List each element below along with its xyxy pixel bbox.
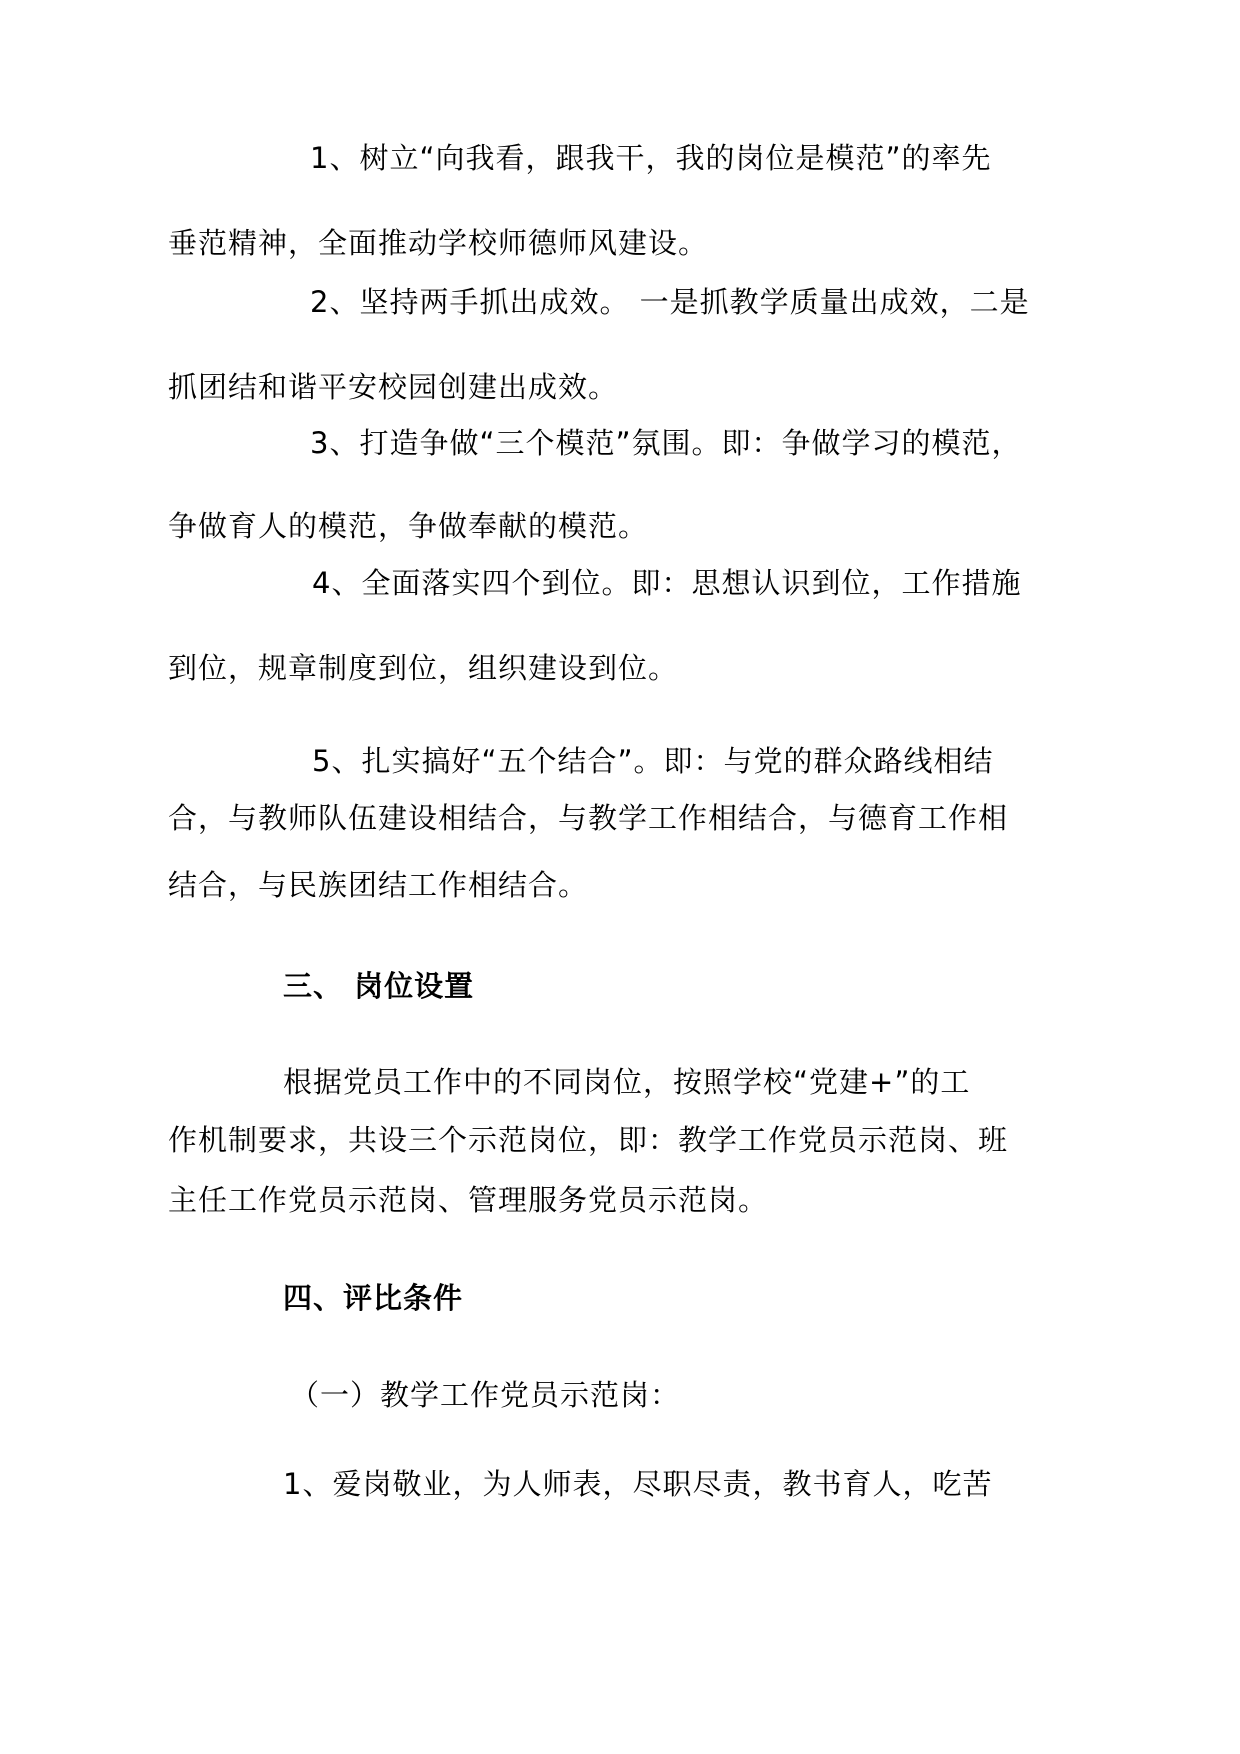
subsection-1-heading: （一）教学工作党员示范岗： — [290, 1378, 681, 1412]
paragraph-7-line-1: 1、爱岗敬业，为人师表，尽职尽责，教书育人，吃苦 — [283, 1467, 993, 1501]
paragraph-1-line-1: 1、树立“向我看，跟我干，我的岗位是模范”的率先 — [310, 141, 992, 175]
paragraph-2-line-2: 抓团结和谐平安校园创建出成效。 — [168, 370, 619, 404]
paragraph-6-line-1: 根据党员工作中的不同岗位，按照学校“党建+”的工 — [283, 1065, 971, 1099]
paragraph-6-line-3: 主任工作党员示范岗、管理服务党员示范岗。 — [168, 1183, 769, 1217]
paragraph-5-line-1: 5、扎实搞好“五个结合”。即：与党的群众路线相结 — [312, 744, 994, 778]
section-4-heading: 四、评比条件 — [283, 1281, 464, 1315]
paragraph-5-line-3: 结合，与民族团结工作相结合。 — [168, 868, 589, 902]
paragraph-4-line-2: 到位，规章制度到位，组织建设到位。 — [168, 651, 679, 685]
paragraph-3-line-1: 3、打造争做“三个模范”氛围。即：争做学习的模范， — [310, 426, 1022, 460]
paragraph-4-line-1: 4、全面落实四个到位。即：思想认识到位，工作措施 — [312, 566, 1022, 600]
paragraph-5-line-2: 合，与教师队伍建设相结合，与教学工作相结合，与德育工作相 — [168, 801, 1009, 835]
section-3-heading: 三、 岗位设置 — [283, 969, 475, 1003]
paragraph-1-line-2: 垂范精神，全面推动学校师德师风建设。 — [168, 226, 709, 260]
paragraph-3-line-2: 争做育人的模范，争做奉献的模范。 — [168, 509, 649, 543]
paragraph-2-line-1: 2、坚持两手抓出成效。 一是抓教学质量出成效，二是 — [310, 285, 1030, 319]
paragraph-6-line-2: 作机制要求，共设三个示范岗位，即：教学工作党员示范岗、班 — [168, 1123, 1009, 1157]
